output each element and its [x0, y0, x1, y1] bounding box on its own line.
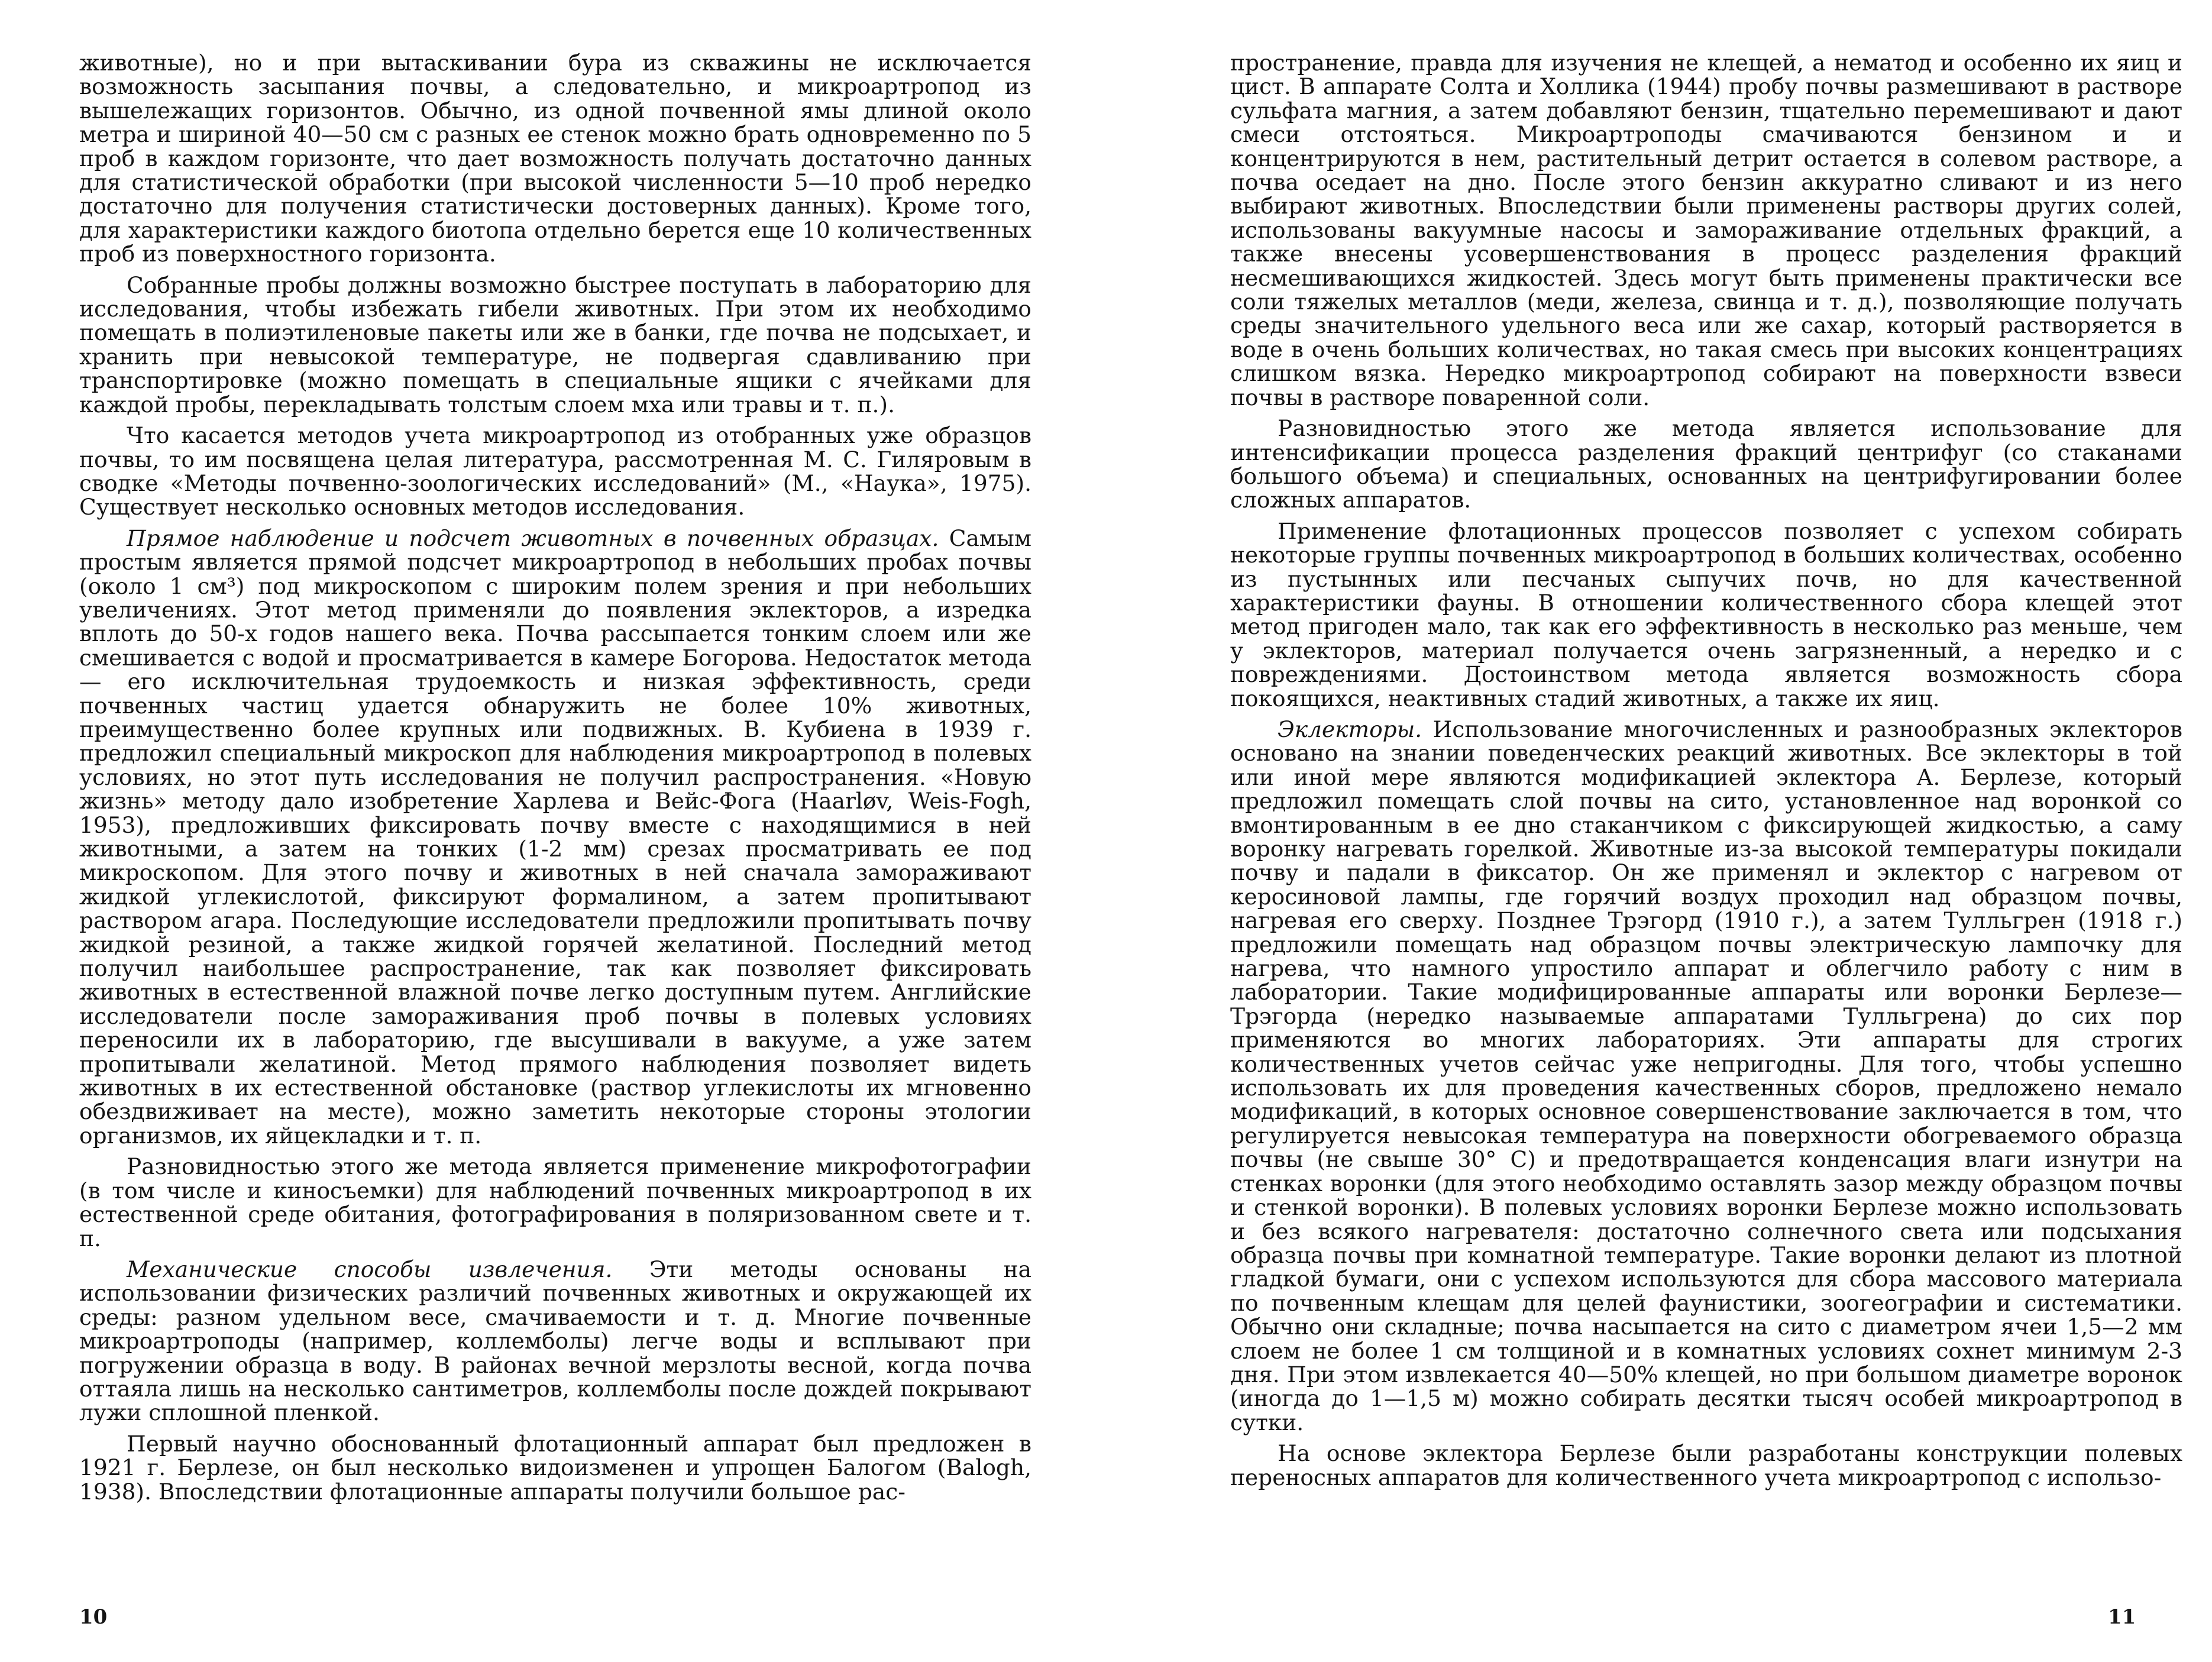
paragraph: Разновидностью этого же метода является использование для интенсификации процесса разделения фракций центрифуг (со стаканами большого объема) и специальных, основанных на центрифугировании более сложных аппаратов.: [1230, 415, 2182, 513]
paragraph: Механические способы извлечения. Эти методы основаны на использовании физических различий почвенных животных и окружающей их среды: разном удельном весе, смачиваемости и т. д. Многие почвенные микроартроподы (например, коллемболы) легче воды и всплывают при погружении образца в воду. В районах вечной мерзлоты весной, когда почва оттаяла лишь на несколько сантиметров, коллемболы после дождей покрывают лужи сплошной пленкой.: [79, 1256, 1031, 1426]
page-number-left: 10: [79, 1605, 108, 1629]
section-lead: Механические способы извлечения.: [127, 1256, 613, 1282]
paragraph: Собранные пробы должны возможно быстрее поступать в лабораторию для исследования, чтобы избежать гибели животных. При этом их необходимо помещать в полиэтиленовые пакеты или же в банки, где почва не подсыхает, и хранить при невысокой температуре, не подвергая сдавливанию при транспортировке (можно помещать в специальные ящики с ячейками для каждой пробы, перекладывать толстым слоем мха или травы и т. п.).: [79, 271, 1031, 418]
paragraph: На основе эклектора Берлезе были разработаны конструкции полевых переносных аппаратов для количественного учета микроартропод с использо-: [1230, 1440, 2182, 1490]
paragraph: Что касается методов учета микроартропод из отобранных уже образцов почвы, то им посвящена целая литература, рассмотренная М. С. Гиляровым в сводке «Методы почвенно-зоологических исследований» (М., «Наука», 1975). Существует несколько основных методов исследования.: [79, 422, 1031, 520]
left-text-column: [79, 51, 1031, 1511]
paragraph: Разновидностью этого же метода является применение микрофотографии (в том числе и киносъемки) для наблюдений почвенных микроартропод в их естественной среде обитания, фотографирования в поляризованном свете и т. п.: [79, 1153, 1031, 1252]
section-lead: Прямое наблюдение и подсчет животных в почвенных образцах.: [127, 525, 939, 551]
paragraph: животные), но и при вытаскивании бура из скважины не исключается возможность засыпания почвы, а следовательно, и микроартропод из вышележащих горизонтов. Обычно, из одной почвенной ямы длиной около метра и шириной 40—50 см с разных ее стенок можно брать одновременно по 5 проб в каждом горизонте, что дает возможность получать достаточно данных для статистической обработки (при высокой численности 5—10 проб нередко достаточно для получения статистически достоверных данных). Кроме того, для характеристики каждого биотопа отдельно берется еще 10 количественных проб из поверхностного горизонта.: [79, 50, 1031, 267]
page-number-right: 11: [2108, 1605, 2136, 1629]
paragraph: Применение флотационных процессов позволяет с успехом собирать некоторые группы почвенных микроартропод в больших количествах, особенно из пустынных или песчаных сыпучих почв, но для качественной характеристики фауны. В отношении количественного сбора клещей этот метод пригоден мало, так как его эффективность в несколько раз меньше, чем у эклекторов, материал получается очень загрязненный, а нередко и с повреждениями. Достоинством метода является возможность сбора покоящихся, неактивных стадий животных, а также их яиц.: [1230, 518, 2182, 712]
section-lead: Эклекторы.: [1278, 716, 1422, 742]
paragraph: Прямое наблюдение и подсчет животных в почвенных образцах. Самым простым является прямой подсчет микроартропод в небольших пробах почвы (около 1 см³) под микроскопом с широким полем зрения и при небольших увеличениях. Этот метод применяли до появления эклекторов, а изредка вплоть до 50-х годов нашего века. Почва рассыпается тонким слоем или же смешивается с водой и просматривается в камере Богорова. Недостаток метода — его исключительная трудоемкость и низкая эффективность, среди почвенных частиц удается обнаружить не более 10% животных, преимущественно более крупных или подвижных. В. Кубиена в 1939 г. предложил специальный микроскоп для наблюдения микроартропод в полевых условиях, но этот путь исследования не получил распространения. «Новую жизнь» методу дало изобретение Харлева и Вейс-Фога (Haarløv, Weis-Fogh, 1953), предложивших фиксировать почву вместе с находящимися в ней животными, а затем на тонких (1-2 мм) срезах просматривать ее под микроскопом. Для этого почву и животных в ней сначала замораживают жидкой углекислотой, фиксируют формалином, а затем пропитывают раствором агара. Последующие исследователи предложили пропитывать почву жидкой резиной, а также жидкой горячей желатиной. Последний метод получил наибольшее распространение, так как позволяет фиксировать животных в естественной влажной почве легко доступным путем. Английские исследователи после замораживания проб почвы в полевых условиях переносили их в лабораторию, где высушивали в вакууме, а уже затем пропитывали желатиной. Метод прямого наблюдения позволяет видеть животных в их естественной обстановке (раствор углекислоты их мгновенно обездвиживает на месте), можно заметить некоторые стороны этологии организмов, их яйцекладки и т. п.: [79, 525, 1031, 1149]
paragraph: Первый научно обоснованный флотационный аппарат был предложен в 1921 г. Берлезе, он был несколько видоизменен и упрощен Балогом (Balogh, 1938). Впоследствии флотационные аппараты получили большое рас-: [79, 1430, 1031, 1505]
right-text-column: [1230, 51, 2182, 1496]
right-page: [1106, 0, 2212, 1662]
paragraph: пространение, правда для изучения не клещей, а нематод и особенно их яиц и цист. В аппарате Солта и Холлика (1944) пробу почвы размешивают в растворе сульфата магния, а затем добавляют бензин, тщательно перемешивают и дают смеси отстояться. Микроартроподы смачиваются бензином и и концентрируются в нем, растительный детрит остается в солевом растворе, а почва оседает на дно. После этого бензин аккуратно сливают и из него выбирают животных. Впоследствии были применены растворы других солей, использованы вакуумные насосы и замораживание отдельных фракций, а также внесены усовершенствования в процесс разделения фракций несмешивающихся жидкостей. Здесь могут быть применены практически все соли тяжелых металлов (меди, железа, свинца и т. д.), позволяющие получать среды значительного удельного веса или же сахар, который растворяется в воде в очень больших количествах, но такая смесь при высоких концентрациях слишком вязка. Нередко микроартропод собирают на поверхности взвеси почвы в растворе поваренной соли.: [1230, 50, 2182, 410]
paragraph: Эклекторы. Использование многочисленных и разнообразных эклекторов основано на знании поведенческих реакций животных. Все эклекторы в той или иной мере являются модификацией эклектора А. Берлезе, который предложил помещать слой почвы на сито, установленное над воронкой со вмонтированным в ее дно стаканчиком с фиксирующей жидкостью, а саму воронку нагревать горелкой. Животные из-за высокой температуры покидали почву и падали в фиксатор. Он же применял и эклектор с нагревом от керосиновой лампы, где горячий воздух проходил над образцом почвы, нагревая его сверху. Позднее Трэгорд (1910 г.), а затем Тулльгрен (1918 г.) предложили помещать над образцом почвы электрическую лампочку для нагрева, что намного упростило аппарат и облегчило работу с ним в лаборатории. Такие модифицированные аппараты или воронки Берлезе—Трэгорда (нередко называемые аппаратами Тулльгрена) до сих пор применяются во многих лабораториях. Эти аппараты для строгих количественных учетов сейчас уже непригодны. Для того, чтобы успешно использовать их для проведения качественных сборов, предложено немало модификаций, в которых основное совершенствование заключается в том, что регулируется невысокая температура на поверхности обогреваемого образца почвы (не свыше 30° С) и предотвращается конденсация влаги изнутри на стенках воронки (для этого необходимо оставлять зазор между образцом почвы и стенкой воронки). В полевых условиях воронки Берлезе можно использовать и без всякого нагревателя: достаточно солнечного света или подсыхания образца почвы при комнатной температуре. Такие воронки делают из плотной гладкой бумаги, они с успехом используются для сбора массового материала по почвенным клещам для целей фаунистики, зоогеографии и систематики. Обычно они складные; почва насыпается на сито с диаметром ячеи 1,5—2 мм слоем не более 1 см толщиной и в комнатных условиях сохнет минимум 2-3 дня. При этом извлекается 40—50% клещей, но при большом диаметре воронок (иногда до 1—1,5 м) можно собирать десятки тысяч особей микроартропод в сутки.: [1230, 716, 2182, 1435]
